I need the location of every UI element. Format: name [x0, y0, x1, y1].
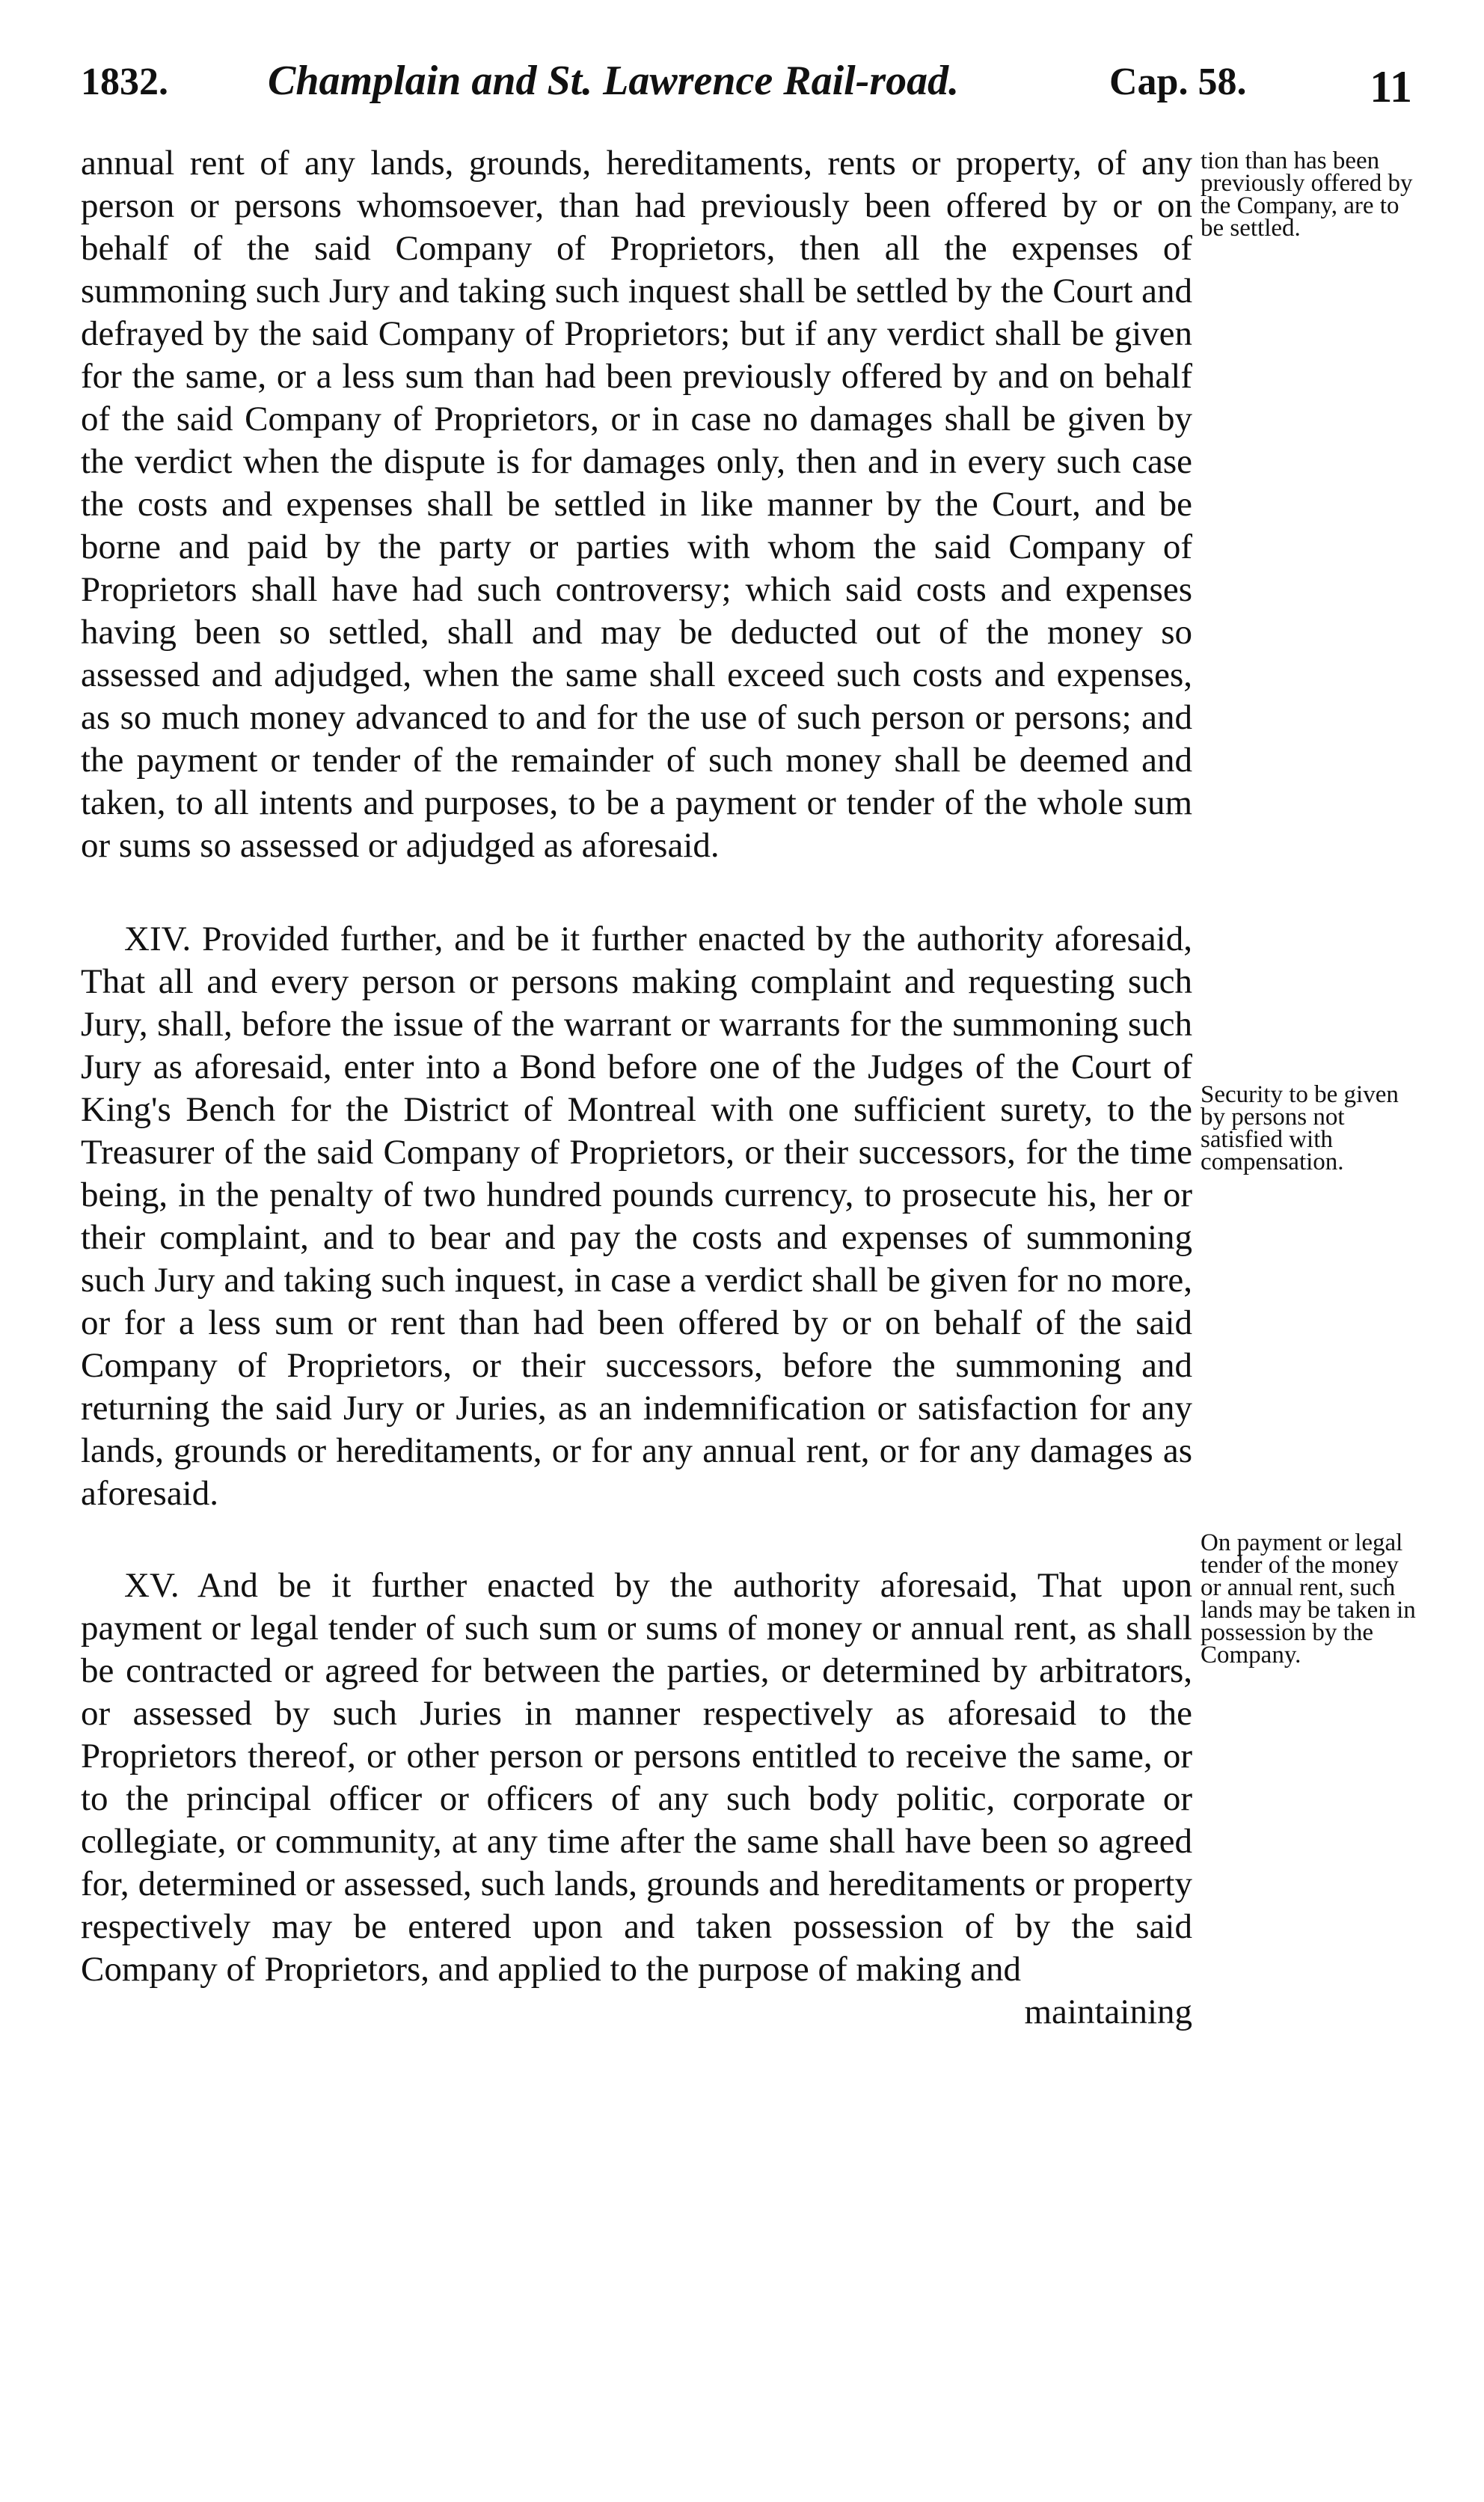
- header-chapter: Cap. 58.: [1109, 61, 1247, 103]
- header-year: 1832.: [81, 61, 168, 103]
- section-xiv: XIV. Provided further, and be it further enacted by the authority aforesaid, That all and every person or persons making complaint and requesting such Jury, shall, before the issue of the warrant or warrants for the summoning such Jury as aforesaid, enter into a Bond before one of the Judges of the Court of King's Bench for the District of Montreal with one sufficient surety, to the Treasurer of the said Company of Proprietors, or their successors, for the time being, in the penalty of two hundred pounds currency, to prosecute his, her or their complaint, and to bear and pay the costs and expenses of summoning such Jury and taking such inquest, in case a verdict shall be given for no more, or for a less sum or rent than had been offered by or on behalf of the said Company of Proprietors, or their successors, before the summoning and returning the said Jury or Juries, as an indemnification or satisfaction for any lands, grounds or hereditaments, or for any annual rent, or for any damages as aforesaid.: [81, 920, 1192, 1513]
- margin-note-possession: On payment or legal tender of the money or annual rent, such lands may be taken in possession by the Company.: [1201, 1529, 1416, 1668]
- margin-note-costs: tion than has been previously offered by the Company, are to be settled.: [1201, 147, 1413, 242]
- page-number: 11: [1370, 62, 1412, 111]
- running-header: [81, 52, 1412, 120]
- paragraph-continuation: annual rent of any lands, grounds, hereditaments, rents or property, of any person or persons whomsoever, than had previously been offered by or on behalf of the said Company of Proprietors, then all the expenses of summoning such Jury and taking such inquest shall be settled by the Court and defrayed by the said Company of Proprietors; but if any verdict shall be given for the same, or a less sum than had been previously offered by and on behalf of the said Company of Proprietors, or in case no damages shall be given by the verdict when the dispute is for damages only, then and in every such case the costs and expenses shall be settled in like manner by the Court, and be borne and paid by the party or parties with whom the said Company of Proprietors shall have had such controversy; which said costs and expenses having been so settled, shall and may be deducted out of the money so assessed and adjudged, when the same shall exceed such costs and expenses, as so much money advanced to and for the use of such person or persons; and the payment or tender of the remainder of such money shall be deemed and taken, to all intents and purposes, to be a payment or tender of the whole sum or sums so assessed or adjudged as aforesaid.: [81, 144, 1192, 865]
- paragraph-spacer: [81, 1515, 1192, 1564]
- margin-note-security: Security to be given by persons not satisfied with compensation.: [1201, 1081, 1399, 1175]
- paragraph-spacer: [81, 867, 1192, 918]
- catchword: maintaining: [1024, 1992, 1192, 2031]
- main-text: [81, 142, 1192, 2034]
- header-title: Champlain and St. Lawrence Rail-road.: [268, 58, 960, 104]
- section-xv: XV. And be it further enacted by the authority aforesaid, That upon payment or legal tender of such sum or sums of money or annual rent, as shall be contracted or agreed for between the parties, or determined by arbitrators, or assessed by such Juries in manner respectively as aforesaid to the Proprietors thereof, or other person or persons entitled to receive the same, or to the principal officer or officers of any such body politic, corporate or collegiate, or community, at any time after the same shall have been so agreed for, determined or assessed, such lands, grounds and hereditaments or property respectively may be entered upon and taken possession of by the said Company of Proprietors, and applied to the purpose of making and: [81, 1566, 1192, 1989]
